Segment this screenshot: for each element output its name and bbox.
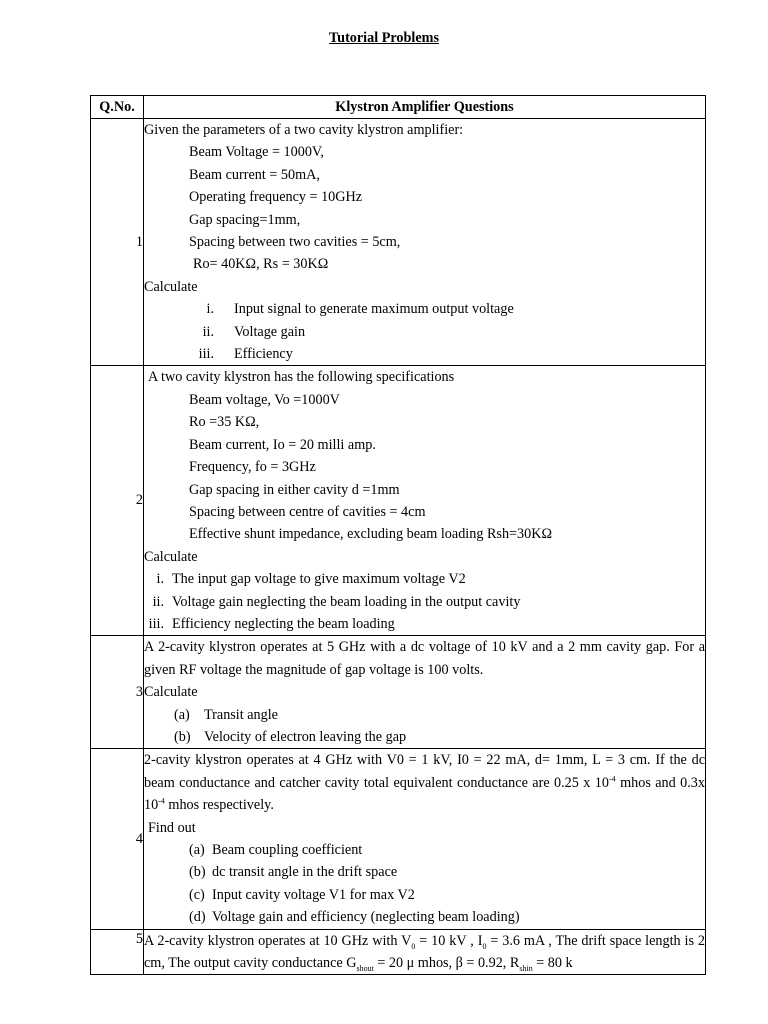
- item-marker: (b): [189, 864, 206, 881]
- question-body: [144, 749, 706, 929]
- table-row: [91, 929, 706, 975]
- question-text: A 2-cavity klystron operates at 5 GHz with a dc voltage of 10 kV and a 2 mm cavity gap. For a given RF voltage the magnitude of gap voltage is 100 volts.: [144, 639, 705, 678]
- list-item: [144, 884, 705, 906]
- param-line: Effective shunt impedance, excluding beam loading Rsh=30KΩ: [189, 526, 553, 543]
- item-text: Beam coupling coefficient: [212, 842, 363, 858]
- item-marker: (b): [174, 728, 191, 745]
- text-part: = 20 μ mhos, β = 0.92, R: [373, 955, 520, 972]
- item-text: dc transit angle in the drift space: [212, 864, 398, 881]
- question-intro: Given the parameters of a two cavity klystron amplifier:: [144, 122, 464, 138]
- list-item: [144, 906, 705, 928]
- item-text: The input gap voltage to give maximum voltage V2: [172, 571, 466, 588]
- item-text: Efficiency neglecting the beam loading: [172, 615, 395, 632]
- item-text: Voltage gain neglecting the beam loading in the output cavity: [172, 593, 521, 610]
- text-part: = 80 k: [532, 955, 573, 972]
- question-text: [144, 749, 705, 816]
- list-item: [144, 839, 705, 861]
- table-header-row: [91, 96, 706, 119]
- list-item: [144, 613, 705, 635]
- item-marker: i.: [206, 301, 214, 318]
- page-title: Tutorial Problems: [329, 30, 439, 46]
- param-line: Gap spacing in either cavity d =1mm: [189, 481, 400, 498]
- calculate-label: Calculate: [144, 548, 198, 565]
- question-body: [144, 119, 706, 366]
- param-line: Beam Voltage = 1000V,: [189, 144, 324, 161]
- param-line: Beam current = 50mA,: [189, 166, 320, 183]
- item-marker: ii.: [152, 593, 164, 610]
- item-marker: (d): [189, 909, 206, 926]
- item-marker: i.: [156, 571, 164, 588]
- table-row: [91, 749, 706, 929]
- calculate-label: Calculate: [144, 684, 198, 701]
- question-number: 2: [91, 366, 144, 636]
- param-line: Beam voltage, Vo =1000V: [189, 391, 340, 408]
- question-number: 4: [91, 749, 144, 929]
- list-item: [144, 726, 705, 748]
- item-marker: iii.: [148, 615, 164, 632]
- table-row: [91, 119, 706, 366]
- calculate-label: Calculate: [144, 278, 198, 295]
- item-text: Input signal to generate maximum output voltage: [234, 301, 514, 318]
- table-row: [91, 366, 706, 636]
- find-out-label: Find out: [148, 819, 196, 836]
- param-line: Spacing between centre of cavities = 4cm: [189, 503, 426, 520]
- param-line: Spacing between two cavities = 5cm,: [189, 234, 401, 251]
- param-line: Ro= 40KΩ, Rs = 30KΩ: [193, 256, 329, 273]
- question-number: 5: [91, 929, 144, 975]
- question-body: [144, 636, 706, 749]
- question-number: 1: [91, 119, 144, 366]
- question-body: [144, 929, 706, 975]
- item-marker: (a): [189, 842, 205, 858]
- item-text: Efficiency: [234, 346, 293, 363]
- list-item: [144, 591, 705, 613]
- text-part: = 10 kV , I: [415, 932, 483, 949]
- text-part: A 2-cavity klystron operates at 10 GHz with V: [144, 932, 412, 949]
- item-text: Voltage gain and efficiency (neglecting beam loading): [212, 909, 520, 926]
- subscript: 0: [411, 941, 416, 951]
- text-part: = 3.6 mA , The drift space length is 2 cm, The output cavity conductance G: [144, 932, 705, 972]
- item-text: Velocity of electron leaving the gap: [204, 728, 407, 745]
- param-line: Gap spacing=1mm,: [189, 211, 301, 228]
- subscript: 0: [482, 941, 487, 951]
- list-item: [144, 704, 705, 726]
- table-row: [91, 636, 706, 749]
- question-number: 3: [91, 636, 144, 749]
- text-part: 2-cavity klystron operates at 4 GHz with V0 = 1 kV, I0 = 22 mA, d= 1mm, L = 3 cm. If the dc beam conductance and catcher cavity total equivalent conductance are 0.25 x 10: [144, 752, 705, 791]
- item-text: Voltage gain: [234, 323, 306, 340]
- subscript: shout: [356, 963, 374, 973]
- subscript: shin: [519, 963, 533, 973]
- header-questions: Klystron Amplifier Questions: [144, 96, 706, 119]
- item-text: Input cavity voltage V1 for max V2: [212, 886, 415, 903]
- question-body: [144, 366, 706, 636]
- param-line: Operating frequency = 10GHz: [189, 189, 363, 206]
- header-qno: Q.No.: [91, 96, 144, 119]
- item-marker: (c): [189, 886, 205, 903]
- list-item: [144, 343, 705, 365]
- exponent: -4: [609, 774, 616, 784]
- list-item: [144, 861, 705, 883]
- list-item: [144, 298, 705, 320]
- item-marker: iii.: [198, 346, 214, 363]
- item-marker: (a): [174, 706, 190, 723]
- question-text: [144, 930, 705, 975]
- param-line: Ro =35 KΩ,: [189, 414, 260, 431]
- item-marker: ii.: [202, 323, 214, 340]
- param-line: Frequency, fo = 3GHz: [189, 459, 316, 476]
- param-line: Beam current, Io = 20 milli amp.: [189, 436, 376, 453]
- list-item: [144, 321, 705, 343]
- question-intro: A two cavity klystron has the following specifications: [148, 369, 455, 386]
- item-text: Transit angle: [204, 706, 278, 723]
- text-part: mhos respectively.: [164, 797, 274, 814]
- list-item: [144, 568, 705, 590]
- questions-table: [90, 95, 706, 975]
- exponent: -4: [158, 796, 165, 806]
- text-part: mhos and 0.3x 10: [144, 774, 705, 814]
